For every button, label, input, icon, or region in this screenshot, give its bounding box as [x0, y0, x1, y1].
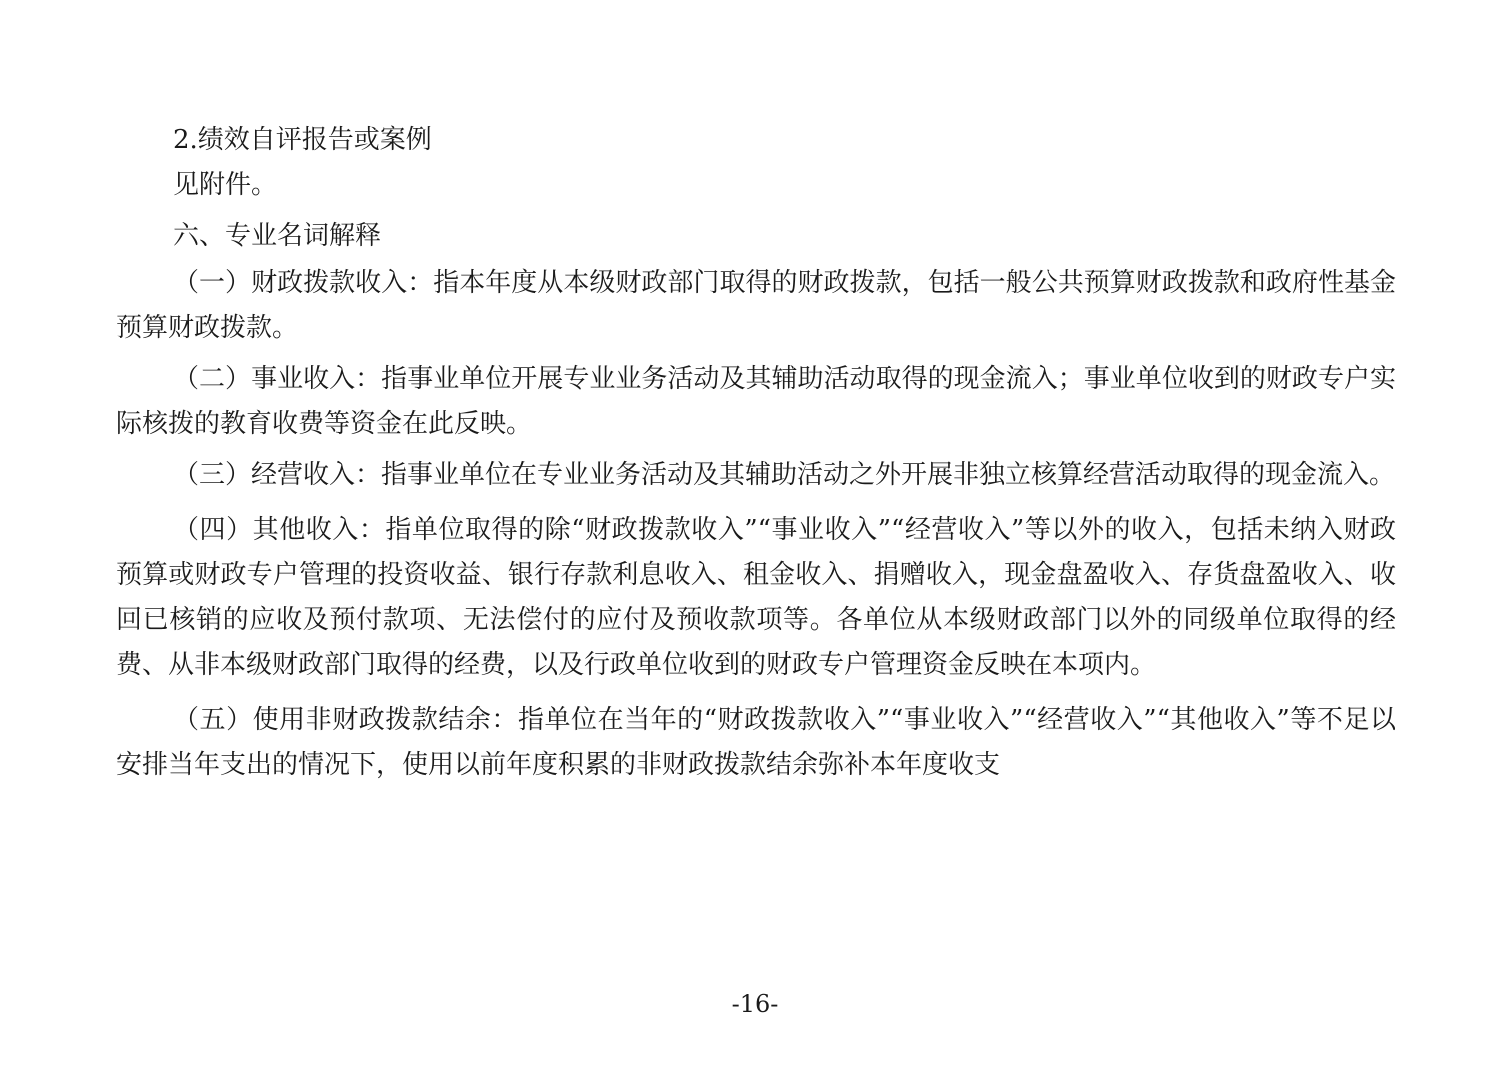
- definition-business-income: （二）事业收入：指事业单位开展专业业务活动及其辅助活动取得的现金流入；事业单位收到的财政专户实际核拨的教育收费等资金在此反映。: [116, 364, 1396, 439]
- section-six-title: 六、专业名词解释: [173, 221, 382, 251]
- definition-non-fiscal-balance: （五）使用非财政拨款结余：指单位在当年的“财政拨款收入”“事业收入”“经营收入”“其他收入”等不足以安排当年支出的情况下，使用以前年度积累的非财政拨款结余弥补本年度收支: [116, 705, 1396, 780]
- document-body: [116, 118, 1396, 788]
- heading-performance-report: 2.绩效自评报告或案例: [173, 125, 432, 155]
- definition-fiscal-appropriation: （一）财政拨款收入：指本年度从本级财政部门取得的财政拨款，包括一般公共预算财政拨款和政府性基金预算财政拨款。: [116, 268, 1396, 343]
- definition-other-income: （四）其他收入：指单位取得的除“财政拨款收入”“事业收入”“经营收入”等以外的收入，包括未纳入财政预算或财政专户管理的投资收益、银行存款利息收入、租金收入、捐赠收入，现金盘盈收入、存货盘盈收入、收回已核销的应收及预付款项、无法偿付的应付及预收款项等。各单位从本级财政部门以外的同级单位取得的经费、从非本级财政部门取得的经费，以及行政单位收到的财政专户管理资金反映在本项内。: [116, 515, 1396, 680]
- see-attachment-text: 见附件。: [173, 170, 278, 200]
- page-number: -16-: [731, 990, 779, 1018]
- definition-operating-income: （三）经营收入：指事业单位在专业业务活动及其辅助活动之外开展非独立核算经营活动取得的现金流入。: [173, 460, 1396, 490]
